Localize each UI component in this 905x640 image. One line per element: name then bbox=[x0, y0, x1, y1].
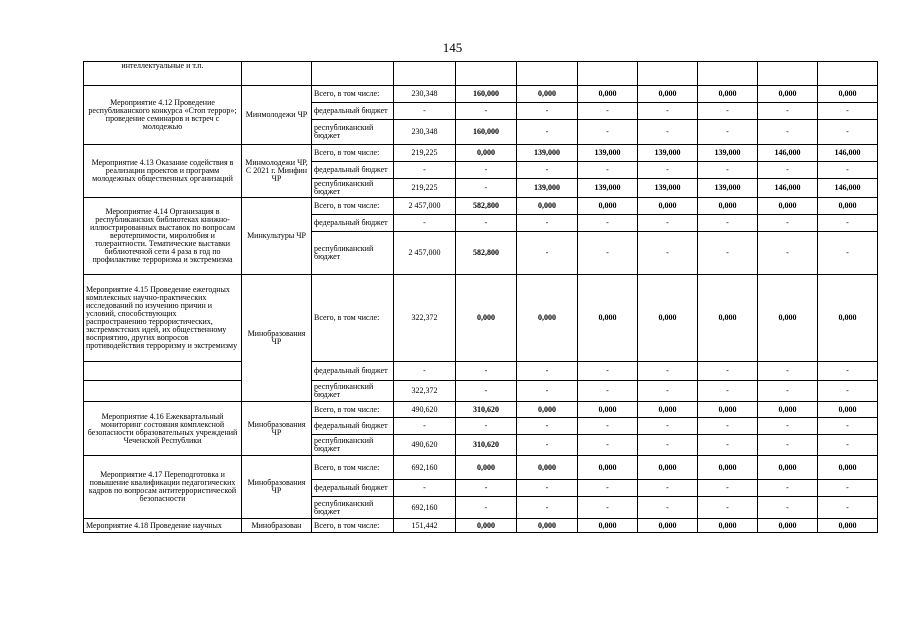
page-number: 145 bbox=[442, 40, 463, 55]
year-value-cell: - bbox=[578, 362, 638, 381]
year-value-cell: - bbox=[517, 480, 578, 497]
total-value-cell: - bbox=[394, 162, 456, 179]
year-value-cell: 146,000 bbox=[818, 145, 878, 162]
year-value-cell: - bbox=[578, 381, 638, 402]
year-value-cell: 146,000 bbox=[818, 179, 878, 198]
funding-source-cell: федеральный бюджет bbox=[312, 215, 394, 232]
year-value-cell: 0,000 bbox=[578, 275, 638, 362]
executor-cell: Минкультуры ЧР bbox=[242, 198, 312, 275]
empty-cell bbox=[456, 62, 517, 86]
year-value-cell: - bbox=[758, 215, 818, 232]
year-value-cell: - bbox=[818, 480, 878, 497]
table-row bbox=[84, 402, 878, 418]
total-value-cell: - bbox=[394, 103, 456, 120]
year-value-cell: - bbox=[638, 215, 698, 232]
year-value-cell: 0,000 bbox=[517, 519, 578, 533]
year-value-cell: 310,620 bbox=[456, 435, 517, 456]
year-value-cell: - bbox=[578, 232, 638, 275]
year-value-cell: - bbox=[818, 120, 878, 145]
year-value-cell: - bbox=[698, 381, 758, 402]
year-value-cell: 0,000 bbox=[578, 402, 638, 418]
empty-cell bbox=[638, 62, 698, 86]
measure-name-cell: Мероприятие 4.14 Организация в республиканских библиотеках книжно-иллюстрированных выставок по вопросам веротерпимости, миролюбия и толерантности. Тематические выставки библиотечной сети 4 раза в год по профилактике терроризма и экстремизма bbox=[84, 198, 242, 275]
total-value-cell: 490,620 bbox=[394, 402, 456, 418]
year-value-cell: 0,000 bbox=[456, 145, 517, 162]
year-value-cell: - bbox=[758, 162, 818, 179]
year-value-cell: - bbox=[456, 179, 517, 198]
year-value-cell: - bbox=[698, 418, 758, 435]
funding-source-cell: Всего, в том числе: bbox=[312, 86, 394, 103]
empty-cell bbox=[578, 62, 638, 86]
year-value-cell: 0,000 bbox=[698, 275, 758, 362]
total-value-cell: 322,372 bbox=[394, 381, 456, 402]
year-value-cell: 139,000 bbox=[517, 145, 578, 162]
year-value-cell: - bbox=[578, 215, 638, 232]
total-value-cell: - bbox=[394, 418, 456, 435]
year-value-cell: 139,000 bbox=[517, 179, 578, 198]
year-value-cell: 0,000 bbox=[818, 519, 878, 533]
year-value-cell: 0,000 bbox=[517, 275, 578, 362]
year-value-cell: 0,000 bbox=[517, 402, 578, 418]
measure-name-cell: Мероприятие 4.16 Ежеквартальный мониторинг состояния комплексной безопасности образовательных учреждений Чеченской Республики bbox=[84, 402, 242, 456]
year-value-cell: 0,000 bbox=[638, 456, 698, 480]
year-value-cell: - bbox=[638, 362, 698, 381]
year-value-cell: - bbox=[758, 497, 818, 519]
year-value-cell: - bbox=[456, 381, 517, 402]
year-value-cell: - bbox=[578, 480, 638, 497]
measure-name-cell: интеллектуальные и т.п. bbox=[84, 62, 242, 86]
year-value-cell: 0,000 bbox=[818, 86, 878, 103]
year-value-cell: - bbox=[698, 232, 758, 275]
funding-source-cell: республиканский бюджет bbox=[312, 381, 394, 402]
executor-cell: Минобразования ЧР bbox=[242, 456, 312, 519]
funding-source-cell: Всего, в том числе: bbox=[312, 275, 394, 362]
total-value-cell: 322,372 bbox=[394, 275, 456, 362]
year-value-cell: 0,000 bbox=[818, 275, 878, 362]
year-value-cell: - bbox=[517, 120, 578, 145]
year-value-cell: 0,000 bbox=[456, 275, 517, 362]
year-value-cell: - bbox=[818, 103, 878, 120]
year-value-cell: - bbox=[638, 418, 698, 435]
year-value-cell: - bbox=[818, 381, 878, 402]
year-value-cell: 0,000 bbox=[517, 456, 578, 480]
table-row bbox=[84, 456, 878, 480]
year-value-cell: 0,000 bbox=[578, 456, 638, 480]
year-value-cell: 0,000 bbox=[758, 519, 818, 533]
year-value-cell: - bbox=[578, 103, 638, 120]
total-value-cell: 2 457,000 bbox=[394, 198, 456, 215]
year-value-cell: 139,000 bbox=[578, 145, 638, 162]
funding-source-cell: федеральный бюджет bbox=[312, 480, 394, 497]
year-value-cell: - bbox=[758, 381, 818, 402]
year-value-cell: 0,000 bbox=[818, 402, 878, 418]
year-value-cell: 0,000 bbox=[638, 519, 698, 533]
year-value-cell: - bbox=[758, 362, 818, 381]
year-value-cell: 582,800 bbox=[456, 198, 517, 215]
total-value-cell: - bbox=[394, 362, 456, 381]
table-row bbox=[84, 381, 878, 402]
total-value-cell: - bbox=[394, 215, 456, 232]
year-value-cell: - bbox=[698, 497, 758, 519]
funding-source-cell: республиканский бюджет bbox=[312, 435, 394, 456]
total-value-cell: 490,620 bbox=[394, 435, 456, 456]
year-value-cell: - bbox=[698, 103, 758, 120]
empty-cell bbox=[758, 62, 818, 86]
year-value-cell: 582,800 bbox=[456, 232, 517, 275]
budget-table bbox=[83, 61, 878, 533]
empty-cell bbox=[312, 62, 394, 86]
table-row bbox=[84, 145, 878, 162]
year-value-cell: - bbox=[698, 362, 758, 381]
total-value-cell: 230,348 bbox=[394, 86, 456, 103]
year-value-cell: - bbox=[818, 435, 878, 456]
year-value-cell: - bbox=[456, 362, 517, 381]
empty-cell bbox=[698, 62, 758, 86]
year-value-cell: 0,000 bbox=[578, 519, 638, 533]
empty-cell bbox=[818, 62, 878, 86]
year-value-cell: 0,000 bbox=[698, 519, 758, 533]
year-value-cell: - bbox=[698, 120, 758, 145]
year-value-cell: 160,000 bbox=[456, 120, 517, 145]
year-value-cell: 0,000 bbox=[456, 456, 517, 480]
year-value-cell: - bbox=[578, 418, 638, 435]
measure-name-cell: Мероприятие 4.13 Оказание содействия в реализации проектов и программ молодежных общественных организаций bbox=[84, 145, 242, 198]
measure-name-cell: Мероприятие 4.12 Проведение республиканского конкурса «Стоп террор»; проведение семинаров и встреч с молодежью bbox=[84, 86, 242, 145]
funding-source-cell: Всего, в том числе: bbox=[312, 145, 394, 162]
year-value-cell: - bbox=[517, 381, 578, 402]
year-value-cell: - bbox=[456, 497, 517, 519]
funding-source-cell: республиканский бюджет bbox=[312, 232, 394, 275]
year-value-cell: 0,000 bbox=[698, 86, 758, 103]
year-value-cell: - bbox=[578, 435, 638, 456]
table-row bbox=[84, 362, 878, 381]
year-value-cell: - bbox=[818, 162, 878, 179]
year-value-cell: - bbox=[517, 435, 578, 456]
measure-name-cell: Мероприятие 4.15 Проведение ежегодных комплексных научно-практических исследований по изучению причин и условий, способствующих распространению террористических, экстремистских идей, их общественному восприятию, других вопросов противодействия терроризму и экстремизму bbox=[84, 275, 242, 362]
total-value-cell: 692,160 bbox=[394, 497, 456, 519]
empty-cell bbox=[242, 62, 312, 86]
year-value-cell: 0,000 bbox=[638, 86, 698, 103]
year-value-cell: 0,000 bbox=[517, 86, 578, 103]
executor-cell: Минмолодежи ЧР, С 2021 г. Минфин ЧР bbox=[242, 145, 312, 198]
year-value-cell: 0,000 bbox=[818, 198, 878, 215]
year-value-cell: - bbox=[517, 215, 578, 232]
year-value-cell: - bbox=[517, 103, 578, 120]
total-value-cell: 230,348 bbox=[394, 120, 456, 145]
year-value-cell: - bbox=[456, 215, 517, 232]
year-value-cell: - bbox=[818, 362, 878, 381]
year-value-cell: - bbox=[818, 497, 878, 519]
year-value-cell: 0,000 bbox=[638, 275, 698, 362]
year-value-cell: - bbox=[638, 381, 698, 402]
year-value-cell: 0,000 bbox=[456, 519, 517, 533]
year-value-cell: 310,620 bbox=[456, 402, 517, 418]
year-value-cell: 139,000 bbox=[698, 145, 758, 162]
year-value-cell: - bbox=[578, 162, 638, 179]
year-value-cell: 139,000 bbox=[638, 145, 698, 162]
year-value-cell: 0,000 bbox=[517, 198, 578, 215]
year-value-cell: - bbox=[638, 162, 698, 179]
table-row bbox=[84, 86, 878, 103]
total-value-cell: 151,442 bbox=[394, 519, 456, 533]
total-value-cell: - bbox=[394, 480, 456, 497]
year-value-cell: - bbox=[456, 103, 517, 120]
year-value-cell: 0,000 bbox=[818, 456, 878, 480]
year-value-cell: - bbox=[818, 418, 878, 435]
year-value-cell: - bbox=[517, 497, 578, 519]
executor-cell: Минобразования ЧР bbox=[242, 402, 312, 456]
year-value-cell: - bbox=[758, 103, 818, 120]
funding-source-cell: республиканский бюджет bbox=[312, 120, 394, 145]
year-value-cell: - bbox=[638, 103, 698, 120]
funding-source-cell: Всего, в том числе: bbox=[312, 456, 394, 480]
year-value-cell: 0,000 bbox=[578, 198, 638, 215]
year-value-cell: 0,000 bbox=[758, 275, 818, 362]
funding-source-cell: федеральный бюджет bbox=[312, 418, 394, 435]
year-value-cell: 0,000 bbox=[638, 402, 698, 418]
total-value-cell: 2 457,000 bbox=[394, 232, 456, 275]
year-value-cell: - bbox=[578, 120, 638, 145]
year-value-cell: - bbox=[698, 215, 758, 232]
funding-source-cell: федеральный бюджет bbox=[312, 103, 394, 120]
year-value-cell: - bbox=[517, 418, 578, 435]
year-value-cell: - bbox=[698, 480, 758, 497]
measure-name-cell: Мероприятие 4.17 Переподготовка и повышение квалификации педагогических кадров по вопросам антитеррористической безопасности bbox=[84, 456, 242, 519]
year-value-cell: 0,000 bbox=[698, 402, 758, 418]
table-body bbox=[84, 62, 878, 533]
table-row bbox=[84, 62, 878, 86]
year-value-cell: - bbox=[638, 497, 698, 519]
year-value-cell: - bbox=[517, 162, 578, 179]
measure-name-cell: Мероприятие 4.18 Проведение научных bbox=[84, 519, 242, 533]
year-value-cell: - bbox=[456, 162, 517, 179]
year-value-cell: 0,000 bbox=[758, 402, 818, 418]
year-value-cell: - bbox=[638, 435, 698, 456]
year-value-cell: 0,000 bbox=[698, 198, 758, 215]
year-value-cell: - bbox=[758, 232, 818, 275]
year-value-cell: - bbox=[638, 120, 698, 145]
funding-source-cell: Всего, в том числе: bbox=[312, 402, 394, 418]
year-value-cell: 0,000 bbox=[578, 86, 638, 103]
year-value-cell: 139,000 bbox=[698, 179, 758, 198]
funding-source-cell: федеральный бюджет bbox=[312, 362, 394, 381]
year-value-cell: - bbox=[698, 162, 758, 179]
year-value-cell: 146,000 bbox=[758, 179, 818, 198]
year-value-cell: 0,000 bbox=[638, 198, 698, 215]
total-value-cell: 219,225 bbox=[394, 145, 456, 162]
year-value-cell: - bbox=[818, 232, 878, 275]
year-value-cell: 0,000 bbox=[758, 198, 818, 215]
year-value-cell: - bbox=[578, 497, 638, 519]
year-value-cell: - bbox=[517, 362, 578, 381]
year-value-cell: - bbox=[758, 480, 818, 497]
year-value-cell: - bbox=[758, 418, 818, 435]
empty-cell bbox=[84, 362, 242, 381]
year-value-cell: - bbox=[456, 418, 517, 435]
year-value-cell: - bbox=[758, 435, 818, 456]
year-value-cell: 139,000 bbox=[638, 179, 698, 198]
year-value-cell: 160,000 bbox=[456, 86, 517, 103]
funding-source-cell: республиканский бюджет bbox=[312, 179, 394, 198]
year-value-cell: 139,000 bbox=[578, 179, 638, 198]
year-value-cell: - bbox=[758, 120, 818, 145]
year-value-cell: - bbox=[517, 232, 578, 275]
empty-cell bbox=[84, 381, 242, 402]
total-value-cell: 692,160 bbox=[394, 456, 456, 480]
year-value-cell: 0,000 bbox=[698, 456, 758, 480]
executor-cell: Минмолодежи ЧР bbox=[242, 86, 312, 145]
executor-cell: Минобразован bbox=[242, 519, 312, 533]
empty-cell bbox=[394, 62, 456, 86]
year-value-cell: - bbox=[638, 232, 698, 275]
funding-source-cell: республиканский бюджет bbox=[312, 497, 394, 519]
year-value-cell: - bbox=[638, 480, 698, 497]
table-row bbox=[84, 198, 878, 215]
year-value-cell: 0,000 bbox=[758, 456, 818, 480]
total-value-cell: 219,225 bbox=[394, 179, 456, 198]
executor-cell: Минобразования ЧР bbox=[242, 275, 312, 402]
year-value-cell: - bbox=[818, 215, 878, 232]
funding-source-cell: федеральный бюджет bbox=[312, 162, 394, 179]
funding-source-cell: Всего, в том числе: bbox=[312, 198, 394, 215]
table-row bbox=[84, 275, 878, 362]
table-row bbox=[84, 519, 878, 533]
year-value-cell: 0,000 bbox=[758, 86, 818, 103]
year-value-cell: 146,000 bbox=[758, 145, 818, 162]
funding-source-cell: Всего, в том числе: bbox=[312, 519, 394, 533]
year-value-cell: - bbox=[698, 435, 758, 456]
empty-cell bbox=[517, 62, 578, 86]
year-value-cell: - bbox=[456, 480, 517, 497]
